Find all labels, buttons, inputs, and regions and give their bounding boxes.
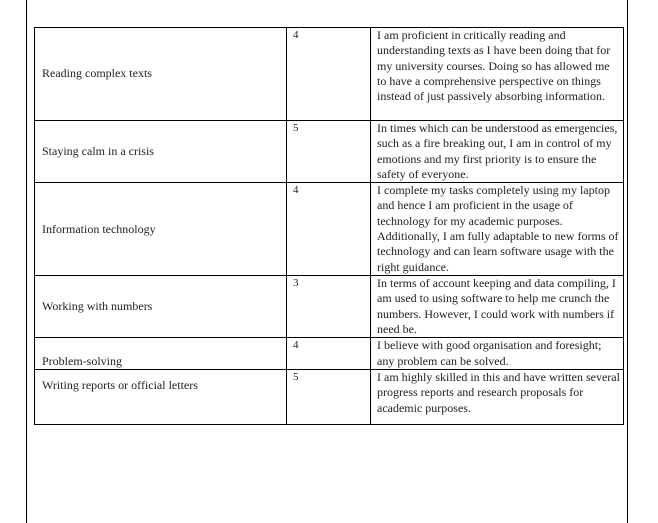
table-row	[35, 28, 624, 121]
table-row	[35, 183, 624, 276]
rating-cell: 3	[287, 276, 371, 338]
comment-cell: I complete my tasks completely using my laptop and hence I am proficient in the usage of technology for my academic purposes. Additionally, I am fully adaptable to new forms of technology and can learn software usage with the right guidance.	[371, 183, 624, 276]
page-border-right	[627, 0, 628, 523]
skill-cell: Working with numbers	[35, 276, 287, 338]
comment-cell: In terms of account keeping and data compiling, I am used to using software to help me crunch the numbers. However, I could work with numbers if need be.	[371, 276, 624, 338]
rating-cell: 5	[287, 121, 371, 183]
table-row	[35, 338, 624, 370]
rating-cell: 4	[287, 28, 371, 121]
skill-cell: Reading complex texts	[35, 28, 287, 121]
comment-cell: I am highly skilled in this and have written several progress reports and research proposals for academic purposes.	[371, 369, 624, 424]
rating-cell: 5	[287, 369, 371, 424]
skill-cell: Writing reports or official letters	[35, 369, 287, 424]
skill-cell: Problem-solving	[35, 338, 287, 370]
rating-cell: 4	[287, 338, 371, 370]
table-row	[35, 276, 624, 338]
comment-cell: In times which can be understood as emergencies, such as a fire breaking out, I am in control of my emotions and my first priority is to ensure the safety of everyone.	[371, 121, 624, 183]
table-row	[35, 369, 624, 424]
skill-cell: Staying calm in a crisis	[35, 121, 287, 183]
page-border-left	[26, 0, 27, 523]
comment-cell: I believe with good organisation and foresight; any problem can be solved.	[371, 338, 624, 370]
table-row	[35, 121, 624, 183]
skill-cell: Information technology	[35, 183, 287, 276]
comment-cell: I am proficient in critically reading and understanding texts as I have been doing that for my university courses. Doing so has allowed me to have a comprehensive perspective on things instead of just passively absorbing information.	[371, 28, 624, 121]
rating-cell: 4	[287, 183, 371, 276]
skills-table	[34, 27, 624, 425]
